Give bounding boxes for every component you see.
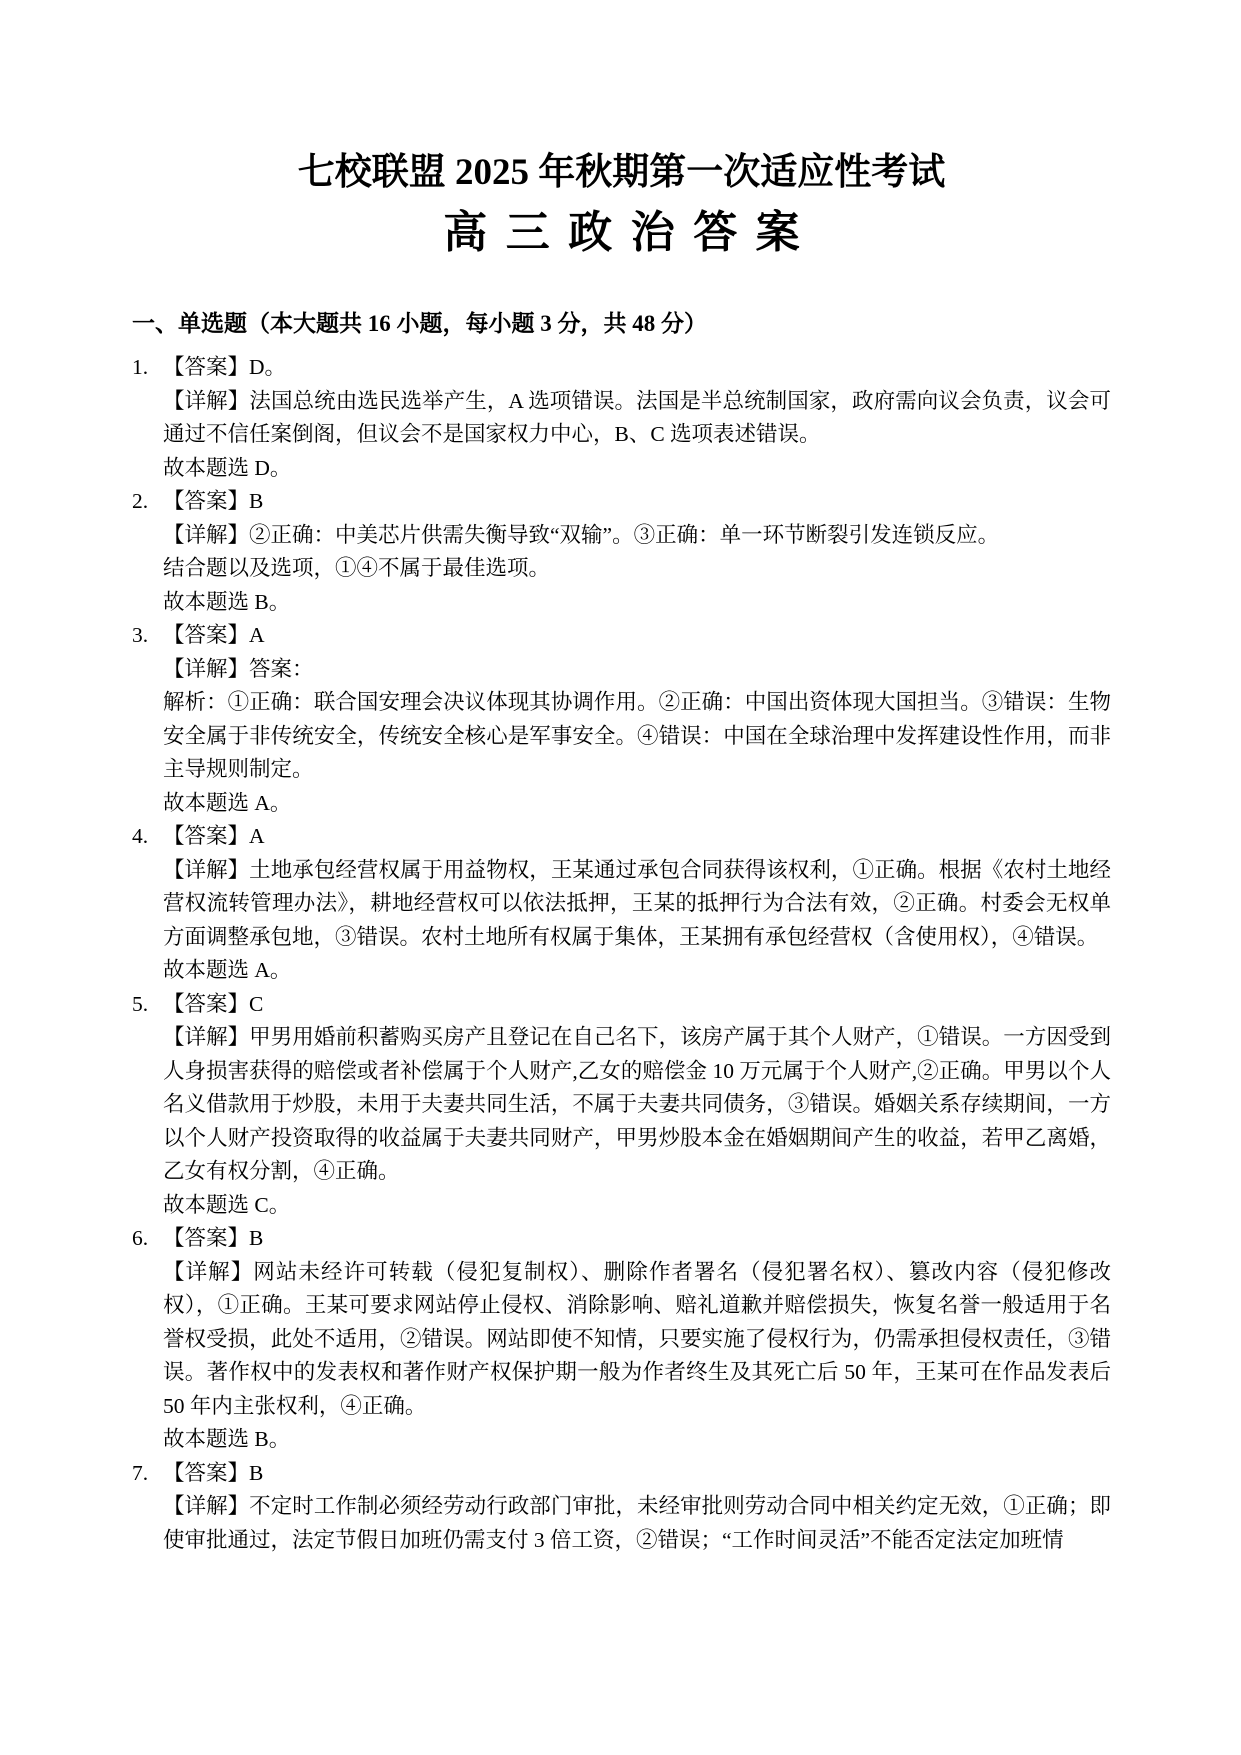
question-number: 3. (132, 623, 149, 647)
answer-paragraph: 故本题选 B。 (163, 589, 291, 614)
question-body (163, 351, 1111, 485)
answer-paragraph: 【答案】C (163, 991, 264, 1016)
question-number: 5. (132, 991, 149, 1016)
answer-paragraph: 【详解】②正确：中美芯片供需失衡导致“双输”。③正确：单一环节断裂引发连锁反应。 (163, 522, 1000, 547)
question-body (163, 619, 1111, 820)
question-number: 6. (132, 1226, 149, 1250)
answer-paragraph: 【详解】甲男用婚前积蓄购买房产且登记在自己名下，该房产属于其个人财产，①错误。一方因受到人身损害获得的赔偿或者补偿属于个人财产,乙女的赔偿金 10 万元属于个人财产,②正确。甲男以个人名义借款用于炒股，未用于夫妻共同生活，不属于夫妻共同债务，③错误。婚姻关系存续期间，一方以个人财产投资取得的收益属于夫妻共同财产，甲男炒股本金在婚姻期间产生的收益，若甲乙离婚，乙女有权分割，④正确。 (163, 1025, 1111, 1183)
question-body (163, 1457, 1111, 1558)
answer-paragraph: 故本题选 C。 (163, 1192, 291, 1217)
answer-paragraph: 【详解】土地承包经营权属于用益物权，王某通过承包合同获得该权利，①正确。根据《农村土地经营权流转管理办法》，耕地经营权可以依法抵押，王某的抵押行为合法有效，②正确。村委会无权单方面调整承包地，③错误。农村土地所有权属于集体，王某拥有承包经营权（含使用权），④错误。 (163, 857, 1111, 949)
answer-paragraph: 【答案】A (163, 824, 265, 848)
answer-sheet-title: 高三政治答案 (443, 208, 819, 257)
answer-paragraph: 【详解】答案： (163, 656, 314, 681)
answer-paragraph: 故本题选 A。 (163, 790, 292, 815)
answer-paragraph: 【答案】B (163, 1226, 264, 1250)
question-item (132, 1222, 1111, 1457)
question-number: 4. (132, 824, 149, 848)
answer-paragraph: 【详解】网站未经许可转载（侵犯复制权）、删除作者署名（侵犯署名权）、篡改内容（侵犯修改权），①正确。王某可要求网站停止侵权、消除影响、赔礼道歉并赔偿损失，恢复名誉一般适用于名誉权受损，此处不适用，②错误。网站即使不知情，只要实施了侵权行为，仍需承担侵权责任，③错误。著作权中的发表权和著作财产权保护期一般为作者终生及其死亡后 50 年，王某可在作品发表后 50 年内主张权利，④正确。 (163, 1259, 1111, 1418)
question-number: 7. (132, 1460, 149, 1485)
question-item (132, 485, 1111, 619)
exam-title: 七校联盟 2025 年秋期第一次适应性考试 (297, 152, 946, 193)
question-item (132, 988, 1111, 1223)
question-body (163, 1222, 1111, 1457)
question-body (163, 988, 1111, 1223)
answer-paragraph: 故本题选 B。 (163, 1427, 291, 1451)
answer-paragraph: 故本题选 A。 (163, 958, 292, 982)
question-item (132, 351, 1111, 485)
answer-paragraph: 解析：①正确：联合国安理会决议体现其协调作用。②正确：中国出资体现大国担当。③错误：生物安全属于非传统安全，传统安全核心是军事安全。④错误：中国在全球治理中发挥建设性作用，而非主导规则制定。 (163, 690, 1111, 781)
answers-list (132, 351, 1111, 1557)
question-item (132, 1457, 1111, 1558)
answer-paragraph: 【答案】D。 (163, 355, 287, 379)
question-body (163, 485, 1111, 619)
answer-paragraph: 【答案】B (163, 1460, 264, 1485)
answer-paragraph: 【详解】法国总统由选民选举产生，A 选项错误。法国是半总统制国家，政府需向议会负责，议会可通过不信任案倒阁，但议会不是国家权力中心，B、C 选项表述错误。 (163, 388, 1111, 446)
question-item (132, 820, 1111, 988)
answer-paragraph: 【详解】不定时工作制必须经劳动行政部门审批，未经审批则劳动合同中相关约定无效，①正确；即使审批通过，法定节假日加班仍需支付 3 倍工资，②错误；“工作时间灵活”不能否定法定加班情 (163, 1494, 1111, 1552)
answer-paragraph: 故本题选 D。 (163, 455, 292, 480)
question-number: 2. (132, 489, 149, 513)
question-number: 1. (132, 355, 149, 379)
question-body (163, 820, 1111, 988)
answer-paragraph: 【答案】A (163, 623, 265, 647)
question-item (132, 619, 1111, 820)
answer-paragraph: 结合题以及选项，①④不属于最佳选项。 (163, 556, 551, 580)
section-heading: 一、单选题（本大题共 16 小题，每小题 3 分，共 48 分） (132, 311, 707, 336)
answer-paragraph: 【答案】B (163, 489, 264, 513)
